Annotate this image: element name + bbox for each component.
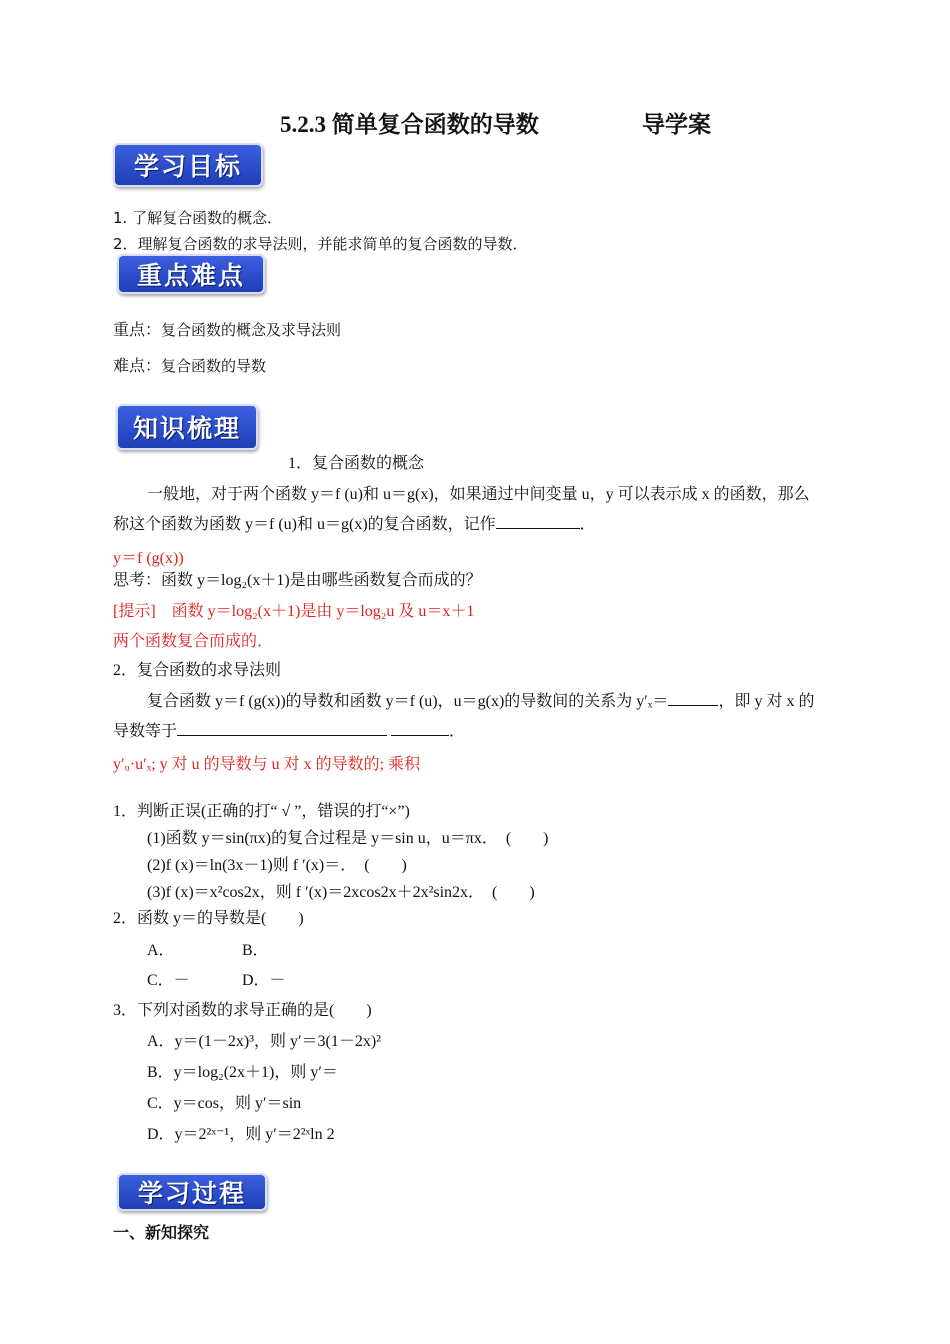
para2-end: ． (449, 723, 466, 740)
para1-b-text: 称这个函数为函数 y＝f (u)和 u＝g(x)的复合函数，记作 (113, 516, 496, 533)
exercise-q3-A: A．y＝(1－2x)³，则 y′＝3(1－2x)² (147, 1033, 381, 1050)
answer-2: y′ᵤ·u′ₓ; y 对 u 的导数与 u 对 x 的导数的; 乘积 (113, 756, 421, 773)
think-question: 思考：函数 y＝log₂(x＋1)是由哪些函数复合而成的？ (113, 572, 482, 589)
knowledge-para2-a (147, 688, 814, 711)
exercise-q2-D: D．－ (242, 972, 286, 989)
key-points-badge: 重点难点 (117, 254, 265, 294)
exercise-q3-B: B．y＝log₂(2x＋1)，则 y′＝ (147, 1064, 338, 1081)
knowledge-para1-b (113, 511, 596, 534)
answer-blank-4 (391, 721, 449, 736)
key-point-zhong (113, 317, 341, 340)
para2-a-text: 复合函数 y＝f (g(x))的导数和函数 y＝f (u)，u＝g(x)的导数间的关系为 y′ₓ＝ (147, 693, 669, 710)
nan-label: 难点： (113, 358, 162, 375)
exercise-q3-D: D．y＝2²ˣ⁻¹，则 y′＝2²ˣln 2 (147, 1126, 335, 1143)
exercise-q2: 2．函数 y＝的导数是( ) (113, 910, 304, 927)
title-main: 5.2.3 简单复合函数的导数 (280, 112, 539, 137)
page-title (280, 106, 539, 139)
answer-blank-3 (177, 721, 387, 736)
knowledge-badge: 知识梳理 (116, 404, 258, 450)
hint-line-b: 两个函数复合而成的． (113, 633, 274, 650)
answer-1: y＝f (g(x)) (113, 550, 184, 567)
zhong-text: 复合函数的概念及求导法则 (161, 321, 342, 339)
exercise-q1-3: (3)f (x)＝x²cos2x，则 f ′(x)＝2xcos2x＋2x²sin2x． ( ) (147, 884, 535, 901)
hint-line-a: [提示] 函数 y＝log₂(x＋1)是由 y＝log₂u 及 u＝x＋1 (113, 603, 475, 620)
knowledge-para1-a: 一般地，对于两个函数 y＝f (u)和 u＝g(x)，如果通过中间变量 u，y 可以表示成 x 的函数，那么 (147, 486, 810, 503)
para2-mid: ，即 y 对 x 的 (718, 693, 815, 710)
key-point-nan (113, 353, 266, 376)
exercise-q1-1: (1)函数 y＝sin(πx)的复合过程是 y＝sin u，u＝πx． ( ) (147, 830, 549, 847)
process-badge: 学习过程 (117, 1173, 267, 1211)
exercise-q3-C: C．y＝cos，则 y′＝sin (147, 1095, 302, 1112)
process-heading: 一、新知探究 (113, 1225, 210, 1242)
page-subtitle: 导学案 (642, 112, 711, 137)
exercise-q1-2: (2)f (x)＝ln(3x－1)则 f ′(x)＝． ( ) (147, 857, 407, 874)
zhong-label: 重点： (113, 322, 162, 339)
exercise-q3: 3．下列对函数的求导正确的是( ) (113, 1002, 372, 1019)
knowledge-heading-1: 1．复合函数的概念 (288, 455, 425, 472)
knowledge-heading-2: 2．复合函数的求导法则 (113, 662, 282, 679)
knowledge-para2-b (113, 718, 465, 741)
objectives-badge: 学习目标 (113, 143, 263, 187)
para1-end: ． (579, 516, 596, 533)
objective-2: 2．理解复合函数的求导法则，并能求简单的复合函数的导数． (113, 235, 528, 253)
exercise-q2-A: A． (147, 942, 175, 959)
exercise-q2-C: C．－ (147, 972, 190, 989)
para2-b-text: 导数等于 (113, 723, 178, 740)
exercise-q1: 1．判断正误(正确的打“ √ ”，错误的打“×”) (113, 803, 410, 820)
answer-blank-2 (668, 691, 718, 706)
exercise-q2-B: B． (242, 942, 269, 959)
objective-1: 1. 了解复合函数的概念． (113, 209, 283, 227)
nan-text: 复合函数的导数 (161, 357, 267, 375)
answer-blank-1 (496, 514, 580, 529)
